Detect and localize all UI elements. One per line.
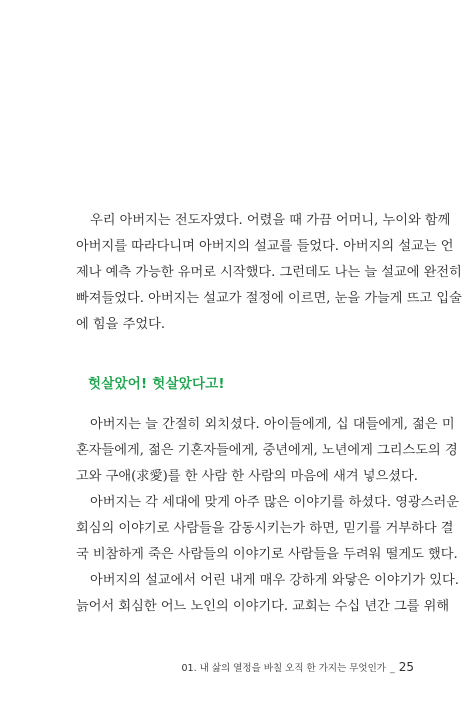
paragraph-line: 아버지의 설교에서 어린 내게 매우 강하게 와닿은 이야기가 있다.	[90, 573, 459, 588]
page-number: 25	[398, 660, 414, 674]
paragraph-line: 에 힘을 주었다.	[76, 317, 166, 332]
paragraph-line: 빠져들었다. 아버지는 설교가 절정에 이르면, 눈을 가늘게 뜨고 입술	[76, 291, 462, 306]
paragraph-line: 아버지는 각 세대에 맞게 아주 많은 이야기를 하셨다. 영광스러운	[90, 495, 459, 510]
paragraph-line: 아버지를 따라다니며 아버지의 설교를 들었다. 아버지의 설교는 언	[76, 239, 454, 254]
paragraph-line: 늙어서 회심한 어느 노인의 이야기다. 교회는 수십 년간 그를 위해	[76, 599, 450, 614]
paragraph-line: 회심의 이야기로 사람들을 감동시키는가 하면, 믿기를 거부하다 결	[76, 521, 454, 536]
paragraph-3	[76, 490, 459, 568]
footer-separator: _	[389, 663, 395, 674]
paragraph-4	[76, 568, 459, 620]
paragraph-line: 혼자들에게, 젊은 기혼자들에게, 중년에게, 노년에게 그리스도의 경	[76, 443, 458, 458]
paragraph-line: 고와 구애(求愛)를 한 사람 한 사람의 마음에 새겨 넣으셨다.	[76, 469, 418, 484]
paragraph-line: 국 비참하게 죽은 사람들의 이야기로 사람들을 두려워 떨게도 했다.	[76, 547, 458, 562]
paragraph-line: 제나 예측 가능한 유머로 시작했다. 그런데도 나는 늘 설교에 완전히	[76, 265, 462, 280]
paragraph-line: 우리 아버지는 전도자였다. 어렸을 때 가끔 어머니, 누이와 함께	[90, 213, 451, 228]
paragraph-2	[76, 412, 458, 490]
paragraph-line: 아버지는 늘 간절히 외치셨다. 아이들에게, 십 대들에게, 젊은 미	[90, 417, 455, 432]
running-footer	[182, 660, 414, 674]
chapter-title: 01. 내 삶의 열정을 바칠 오직 한 가지는 무엇인가	[181, 663, 386, 674]
paragraph-1	[76, 208, 462, 338]
section-heading: 헛살았어! 헛살았다고!	[88, 376, 225, 392]
